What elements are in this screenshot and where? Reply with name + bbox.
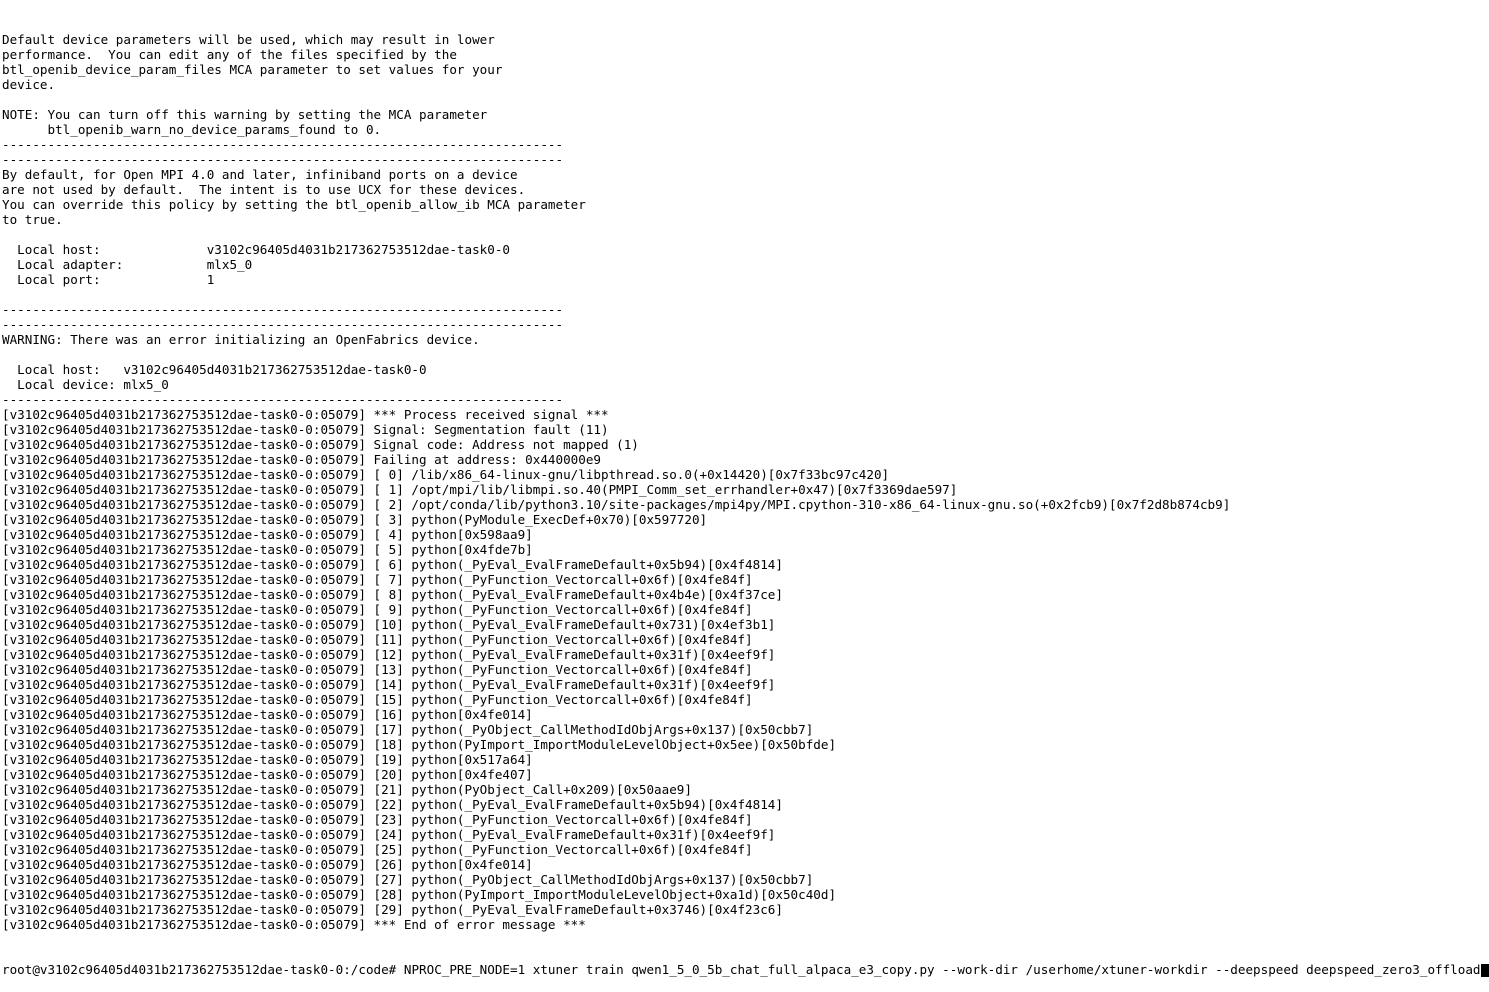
terminal-line: Default device parameters will be used, which may result in lower — [2, 32, 495, 47]
terminal-line: [v3102c96405d4031b217362753512dae-task0-0:05079] [ 3] python(PyModule_ExecDef+0x70)[0x597720] — [2, 512, 708, 527]
terminal-line: to true. — [2, 212, 63, 227]
terminal-line: Local host: v3102c96405d4031b217362753512dae-task0-0 — [2, 362, 427, 377]
terminal-scrollback — [2, 32, 1379, 932]
terminal-line: [v3102c96405d4031b217362753512dae-task0-0:05079] [18] python(PyImport_ImportModuleLevelObject+0x5ee)[0x50bfde] — [2, 737, 837, 752]
terminal-line: btl_openib_device_param_files MCA parameter to set values for your — [2, 62, 503, 77]
terminal-line: [v3102c96405d4031b217362753512dae-task0-0:05079] [ 8] python(_PyEval_EvalFrameDefault+0x4b4e)[0x4f37ce] — [2, 587, 783, 602]
terminal-line: [v3102c96405d4031b217362753512dae-task0-0:05079] [24] python(_PyEval_EvalFrameDefault+0x31f)[0x4eef9f] — [2, 827, 776, 842]
terminal-line: [v3102c96405d4031b217362753512dae-task0-0:05079] Failing at address: 0x440000e9 — [2, 452, 601, 467]
shell-prompt: root@v3102c96405d4031b217362753512dae-task0-0:/code# — [2, 962, 404, 977]
terminal-line: [v3102c96405d4031b217362753512dae-task0-0:05079] Signal: Segmentation fault (11) — [2, 422, 609, 437]
terminal-line: Local port: 1 — [2, 272, 215, 287]
terminal-line: [v3102c96405d4031b217362753512dae-task0-0:05079] [17] python(_PyObject_CallMethodIdObjArgs+0x137)[0x50cbb7] — [2, 722, 814, 737]
terminal-line: By default, for Open MPI 4.0 and later, infiniband ports on a device — [2, 167, 518, 182]
terminal-line: [v3102c96405d4031b217362753512dae-task0-0:05079] [23] python(_PyFunction_Vectorcall+0x6f)[0x4fe84f] — [2, 812, 753, 827]
terminal-line: [v3102c96405d4031b217362753512dae-task0-0:05079] [ 9] python(_PyFunction_Vectorcall+0x6f)[0x4fe84f] — [2, 602, 753, 617]
terminal-line: [v3102c96405d4031b217362753512dae-task0-0:05079] [ 1] /opt/mpi/lib/libmpi.so.40(PMPI_Comm_set_errhandler+0x47)[0x7f3369dae597] — [2, 482, 958, 497]
text-cursor — [1481, 964, 1489, 977]
terminal-line: Local adapter: mlx5_0 — [2, 257, 253, 272]
command-input[interactable]: NPROC_PRE_NODE=1 xtuner train qwen1_5_0_5b_chat_full_alpaca_e3_copy.py --work-dir /userhome/xtuner-workdir --deepspeed deepspeed_zero3_offload — [403, 962, 1481, 977]
terminal-line: -------------------------------------------------------------------------- — [2, 137, 564, 152]
terminal-line: [v3102c96405d4031b217362753512dae-task0-0:05079] [10] python(_PyEval_EvalFrameDefault+0x731)[0x4ef3b1] — [2, 617, 776, 632]
terminal-line: -------------------------------------------------------------------------- — [2, 152, 564, 167]
terminal-line: performance. You can edit any of the files specified by the — [2, 47, 457, 62]
terminal-line: [v3102c96405d4031b217362753512dae-task0-0:05079] [19] python[0x517a64] — [2, 752, 533, 767]
terminal-line: [v3102c96405d4031b217362753512dae-task0-0:05079] [27] python(_PyObject_CallMethodIdObjArgs+0x137)[0x50cbb7] — [2, 872, 814, 887]
terminal-line: -------------------------------------------------------------------------- — [2, 302, 564, 317]
terminal-line: [v3102c96405d4031b217362753512dae-task0-0:05079] [ 7] python(_PyFunction_Vectorcall+0x6f)[0x4fe84f] — [2, 572, 753, 587]
terminal-line: [v3102c96405d4031b217362753512dae-task0-0:05079] [15] python(_PyFunction_Vectorcall+0x6f)[0x4fe84f] — [2, 692, 753, 707]
terminal-line: WARNING: There was an error initializing an OpenFabrics device. — [2, 332, 480, 347]
terminal-prompt-line[interactable] — [2, 962, 1481, 977]
terminal-line: [v3102c96405d4031b217362753512dae-task0-0:05079] *** End of error message *** — [2, 917, 586, 932]
terminal-line: [v3102c96405d4031b217362753512dae-task0-0:05079] [12] python(_PyEval_EvalFrameDefault+0x31f)[0x4eef9f] — [2, 647, 776, 662]
terminal-line: [v3102c96405d4031b217362753512dae-task0-0:05079] [28] python(PyImport_ImportModuleLevelObject+0xa1d)[0x50c40d] — [2, 887, 837, 902]
terminal-line — [2, 92, 1379, 107]
terminal-line: [v3102c96405d4031b217362753512dae-task0-0:05079] [22] python(_PyEval_EvalFrameDefault+0x5b94)[0x4f4814] — [2, 797, 783, 812]
terminal-line: [v3102c96405d4031b217362753512dae-task0-0:05079] [14] python(_PyEval_EvalFrameDefault+0x31f)[0x4eef9f] — [2, 677, 776, 692]
terminal-line: NOTE: You can turn off this warning by setting the MCA parameter — [2, 107, 488, 122]
terminal-line: [v3102c96405d4031b217362753512dae-task0-0:05079] [ 4] python[0x598aa9] — [2, 527, 533, 542]
terminal-line: [v3102c96405d4031b217362753512dae-task0-0:05079] [11] python(_PyFunction_Vectorcall+0x6f)[0x4fe84f] — [2, 632, 753, 647]
terminal-line: [v3102c96405d4031b217362753512dae-task0-0:05079] [29] python(_PyEval_EvalFrameDefault+0x3746)[0x4f23c6] — [2, 902, 783, 917]
terminal-line: [v3102c96405d4031b217362753512dae-task0-0:05079] [ 5] python[0x4fde7b] — [2, 542, 533, 557]
terminal-line: [v3102c96405d4031b217362753512dae-task0-0:05079] [16] python[0x4fe014] — [2, 707, 533, 722]
terminal-line: -------------------------------------------------------------------------- — [2, 392, 564, 407]
terminal-line: [v3102c96405d4031b217362753512dae-task0-0:05079] [26] python[0x4fe014] — [2, 857, 533, 872]
terminal-line: [v3102c96405d4031b217362753512dae-task0-0:05079] [13] python(_PyFunction_Vectorcall+0x6f)[0x4fe84f] — [2, 662, 753, 677]
terminal-line — [2, 287, 1379, 302]
terminal-line: device. — [2, 77, 56, 92]
terminal-line: Local device: mlx5_0 — [2, 377, 169, 392]
terminal-line — [2, 347, 1379, 362]
terminal-line: are not used by default. The intent is to use UCX for these devices. — [2, 182, 526, 197]
terminal-line: [v3102c96405d4031b217362753512dae-task0-0:05079] [ 0] /lib/x86_64-linux-gnu/libpthread.so.0(+0x14420)[0x7f33bc97c420] — [2, 467, 890, 482]
terminal-line: -------------------------------------------------------------------------- — [2, 317, 564, 332]
terminal-line: [v3102c96405d4031b217362753512dae-task0-0:05079] [ 6] python(_PyEval_EvalFrameDefault+0x5b94)[0x4f4814] — [2, 557, 783, 572]
terminal-line: [v3102c96405d4031b217362753512dae-task0-0:05079] *** Process received signal *** — [2, 407, 609, 422]
terminal-line — [2, 227, 1379, 242]
terminal-line: btl_openib_warn_no_device_params_found to 0. — [2, 122, 382, 137]
terminal-line: Local host: v3102c96405d4031b217362753512dae-task0-0 — [2, 242, 510, 257]
terminal-line: [v3102c96405d4031b217362753512dae-task0-0:05079] Signal code: Address not mapped (1) — [2, 437, 639, 452]
terminal-line: [v3102c96405d4031b217362753512dae-task0-0:05079] [21] python(PyObject_Call+0x209)[0x50aae9] — [2, 782, 692, 797]
terminal-line: [v3102c96405d4031b217362753512dae-task0-0:05079] [25] python(_PyFunction_Vectorcall+0x6f)[0x4fe84f] — [2, 842, 753, 857]
terminal-line: [v3102c96405d4031b217362753512dae-task0-0:05079] [20] python[0x4fe407] — [2, 767, 533, 782]
terminal-line: [v3102c96405d4031b217362753512dae-task0-0:05079] [ 2] /opt/conda/lib/python3.10/site-packages/mpi4py/MPI.cpython-310-x86_64-linux-gnu.so(+0x2fcb9)[0x7f2d8b874cb9] — [2, 497, 1231, 512]
terminal-line: You can override this policy by setting the btl_openib_allow_ib MCA parameter — [2, 197, 586, 212]
